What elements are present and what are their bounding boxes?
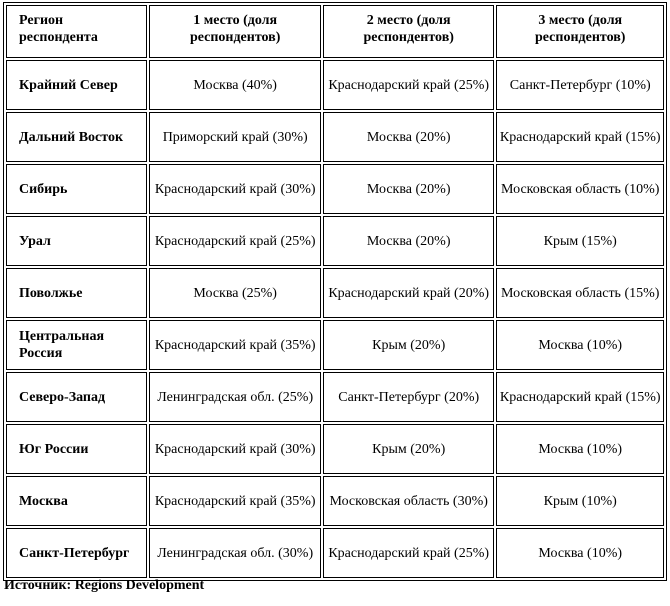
region-cell: Санкт-Петербург (6, 528, 147, 578)
region-cell: Урал (6, 216, 147, 266)
table-row (6, 164, 664, 214)
header-row (6, 5, 664, 58)
second-place-cell: Санкт-Петербург (20%) (323, 372, 495, 422)
second-place-cell: Краснодарский край (20%) (323, 268, 495, 318)
table-row (6, 268, 664, 318)
third-place-cell: Крым (10%) (496, 476, 664, 526)
first-place-cell: Москва (25%) (149, 268, 321, 318)
region-cell: Поволжье (6, 268, 147, 318)
first-place-cell: Москва (40%) (149, 60, 321, 110)
region-cell: Крайний Север (6, 60, 147, 110)
second-place-cell: Москва (20%) (323, 112, 495, 162)
second-place-cell: Краснодарский край (25%) (323, 528, 495, 578)
first-place-cell: Краснодарский край (25%) (149, 216, 321, 266)
third-place-cell: Крым (15%) (496, 216, 664, 266)
region-cell: Центральная Россия (6, 320, 147, 370)
table-row (6, 320, 664, 370)
first-place-cell: Краснодарский край (35%) (149, 476, 321, 526)
second-place-cell: Крым (20%) (323, 424, 495, 474)
third-place-cell: Москва (10%) (496, 320, 664, 370)
table-row (6, 372, 664, 422)
header-third-place: 3 место (доля респондентов) (496, 5, 664, 58)
second-place-cell: Краснодарский край (25%) (323, 60, 495, 110)
second-place-cell: Москва (20%) (323, 216, 495, 266)
source-note: Источник: Regions Development (4, 578, 205, 593)
first-place-cell: Краснодарский край (35%) (149, 320, 321, 370)
third-place-cell: Санкт-Петербург (10%) (496, 60, 664, 110)
header-region: Регион респондента (6, 5, 147, 58)
third-place-cell: Московская область (15%) (496, 268, 664, 318)
second-place-cell: Москва (20%) (323, 164, 495, 214)
region-cell: Северо-Запад (6, 372, 147, 422)
third-place-cell: Краснодарский край (15%) (496, 112, 664, 162)
region-cell: Юг России (6, 424, 147, 474)
third-place-cell: Москва (10%) (496, 424, 664, 474)
table-row (6, 216, 664, 266)
table-row (6, 528, 664, 578)
header-first-place: 1 место (доля респондентов) (149, 5, 321, 58)
region-cell: Москва (6, 476, 147, 526)
table-row (6, 424, 664, 474)
second-place-cell: Московская область (30%) (323, 476, 495, 526)
first-place-cell: Приморский край (30%) (149, 112, 321, 162)
table-row (6, 112, 664, 162)
region-cell: Сибирь (6, 164, 147, 214)
third-place-cell: Краснодарский край (15%) (496, 372, 664, 422)
first-place-cell: Ленинградская обл. (30%) (149, 528, 321, 578)
third-place-cell: Московская область (10%) (496, 164, 664, 214)
first-place-cell: Краснодарский край (30%) (149, 164, 321, 214)
second-place-cell: Крым (20%) (323, 320, 495, 370)
region-cell: Дальний Восток (6, 112, 147, 162)
third-place-cell: Москва (10%) (496, 528, 664, 578)
table-row (6, 60, 664, 110)
first-place-cell: Ленинградская обл. (25%) (149, 372, 321, 422)
first-place-cell: Краснодарский край (30%) (149, 424, 321, 474)
survey-table (3, 2, 667, 581)
table-row (6, 476, 664, 526)
header-second-place: 2 место (доля респондентов) (323, 5, 495, 58)
